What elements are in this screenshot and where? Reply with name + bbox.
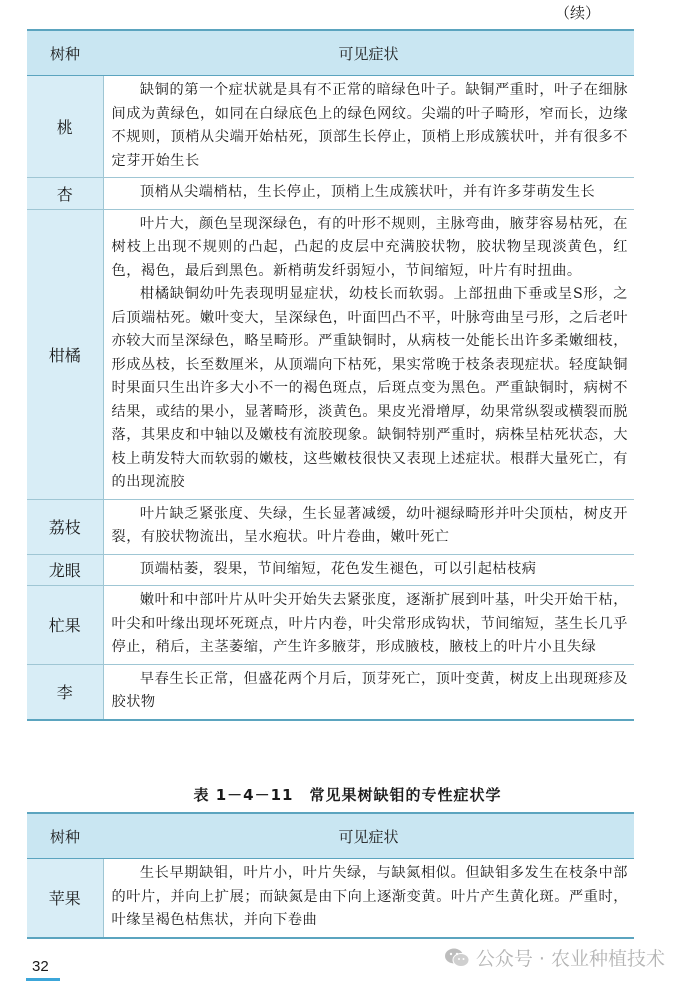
table-header-row [27,30,634,76]
table-row [27,209,634,499]
species-cell: 桃 [27,76,103,178]
symptoms-cell [103,178,634,210]
page-number: 32 [32,958,49,975]
molybdenum-deficiency-table [27,812,634,939]
symptom-paragraph: 早春生长正常，但盛花两个月后，顶芽死亡，顶叶变黄，树皮上出现斑疹及胶状物 [111,670,628,710]
symptoms-cell [103,664,634,720]
symptom-paragraph: 叶片大，颜色呈现深绿色，有的叶形不规则，主脉弯曲，腋芽容易枯死，在树枝上出现不规则的凸起，凸起的皮层中充满胶状物，胶状物呈现淡黄色，红色，褐色，最后到黑色。新梢萌发纤弱短小，节间缩短，叶片有时扭曲。 [111,215,628,279]
symptoms-cell [103,209,634,499]
symptom-paragraph: 顶梢从尖端梢枯，生长停止，顶梢上生成簇状叶，并有许多芽萌发生长 [139,184,596,200]
symptom-paragraph: 叶片缺乏紧张度、失绿，生长显著减缓，幼叶褪绿畸形并叶尖顶枯，树皮开裂，有胶状物流出，呈水疱状。叶片卷曲，嫩叶死亡 [111,505,628,545]
symptom-paragraph: 顶端枯萎，裂果，节间缩短，花色发生褪色，可以引起枯枝病 [139,560,537,577]
copper-deficiency-table [27,29,634,721]
symptom-paragraph: 生长早期缺钼，叶片小，叶片失绿，与缺氮相似。但缺钼多发生在枝条中部的叶片，并向上扩展；而缺氮是由下向上逐渐变黄。叶片产生黄化斑。严重时，叶缘呈褐色枯焦状，并向下卷曲 [111,865,628,928]
symptoms-cell [103,76,634,178]
table-row [27,664,634,720]
table-header-row [27,813,634,859]
symptoms-cell [103,586,634,665]
species-cell: 柑橘 [27,209,103,499]
continued-label: （续） [554,4,600,22]
table-caption: 表 1－4－11 常见果树缺钼的专性症状学 [193,786,502,804]
header-species: 树种 [27,813,103,859]
species-cell: 苹果 [27,859,103,938]
symptoms-cell [103,859,634,938]
species-cell: 李 [27,664,103,720]
table-row [27,586,634,665]
symptom-paragraph: 缺铜的第一个症状就是具有不正常的暗绿色叶子。缺铜严重时，叶子在细脉间成为黄绿色，如同在白绿底色上的绿色网纹。尖端的叶子畸形，窄而长，边缘不规则，顶梢从尖端开始枯死，顶部生长停止，顶梢上形成簇状叶，并有很多不定芽开始生长 [111,82,628,169]
table-row [27,499,634,554]
watermark-text: 公众号 · 农业种植技术 [475,948,665,970]
header-symptoms: 可见症状 [103,813,634,859]
symptom-paragraph: 嫩叶和中部叶片从叶尖开始失去紧张度，逐渐扩展到叶基，叶尖开始干枯，叶尖和叶缘出现坏死斑点，叶片内卷，叶尖常形成钩状，节间缩短，茎生长几乎停止，稍后，主茎萎缩，产生许多腋芽，形成腋枝，腋枝上的叶片小且失绿 [111,592,628,655]
table-row [27,859,634,938]
symptoms-cell [103,499,634,554]
table-row [27,76,634,178]
symptoms-cell [103,554,634,586]
page-number-bar [26,978,60,981]
symptom-paragraph: 柑橘缺铜幼叶先表现明显症状，幼枝长而软弱。上部扭曲下垂或呈S形，之后顶端枯死。嫩叶变大，呈深绿色，叶面凹凸不平，叶脉弯曲呈弓形，之后老叶亦较大而呈深绿色，略呈畸形。严重缺铜时，从病枝一处能长出许多柔嫩细枝，形成丛枝，长至数厘米，从顶端向下枯死，果实常晚于枝条表现症状。轻度缺铜时果面只生出许多大小不一的褐色斑点，后斑点变为黑色。严重缺铜时，病树不结果，或结的果小，显著畸形，淡黄色。果皮光滑增厚，幼果常纵裂或横裂而脱落，其果皮和中轴以及嫩枝有流胶现象。缺铜特别严重时，病株呈枯死状态，大枝上萌发特大而软弱的嫩枝，这些嫩枝很快又表现上述症状。根群大量死亡，有的出现流胶 [111,286,628,490]
header-species: 树种 [27,30,103,76]
header-symptoms: 可见症状 [103,30,634,76]
table-row [27,178,634,210]
wechat-icon [444,947,470,969]
table-row [27,554,634,586]
watermark [444,944,665,971]
species-cell: 杧果 [27,586,103,665]
species-cell: 杏 [27,178,103,210]
species-cell: 荔枝 [27,499,103,554]
species-cell: 龙眼 [27,554,103,586]
